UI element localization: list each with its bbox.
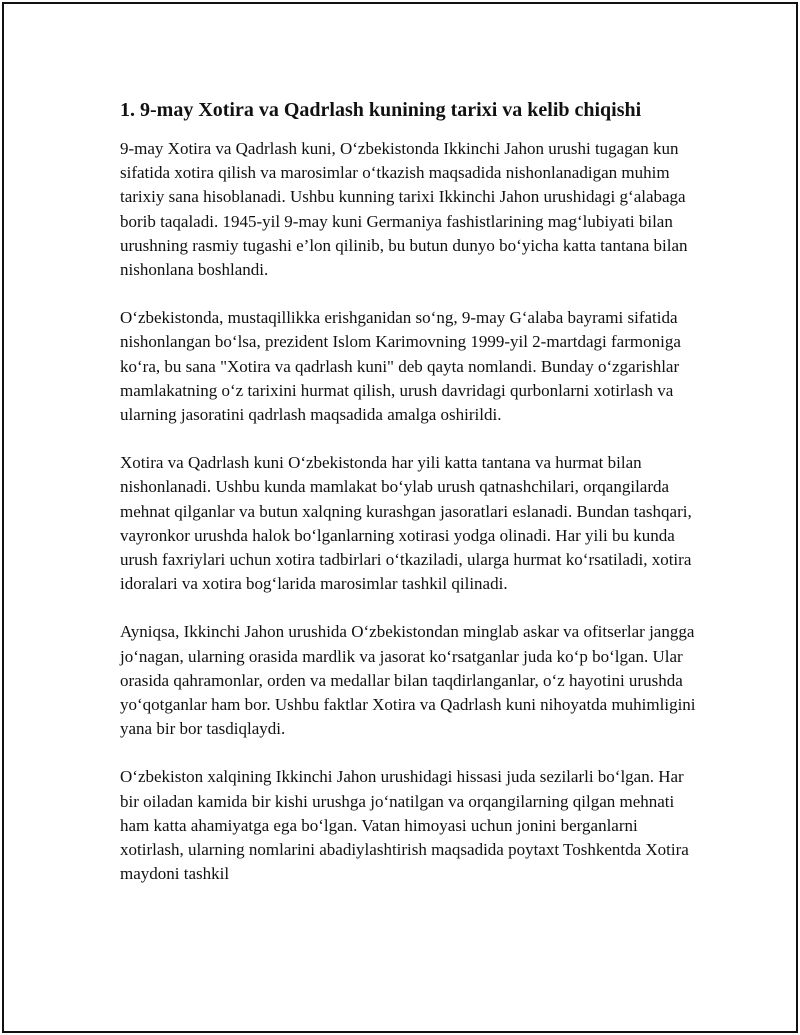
paragraph-4: Ayniqsa, Ikkinchi Jahon urushida O‘zbekistondan minglab askar va ofitserlar jangga jo‘nagan, ularning orasida mardlik va jasorat ko‘rsatganlar juda ko‘p bo‘lgan. Ular orasida qahramonlar, orden va medallar bilan taqdirlanganlar, o‘z hayotini urushda yo‘qotganlar ham bor. Ushbu faktlar Xotira va Qadrlash kuni nihoyatda muhimligini yana bir bor tasdiqlaydi. [120, 622, 696, 739]
section-heading: 1. 9-may Xotira va Qadrlash kunining tarixi va kelib chiqishi [120, 99, 642, 121]
paragraph-5: O‘zbekiston xalqining Ikkinchi Jahon urushidagi hissasi juda sezilarli bo‘lgan. Har bir oiladan kamida bir kishi urushga jo‘natilgan va orqangilarning qilgan mehnati ham katta ahamiyatga ega bo‘lgan. Vatan himoyasi uchun jonini berganlarni xotirlash, ularning nomlarini abadiylashtirish maqsadida poytaxt Toshkentda Xotira maydoni tashkil [120, 767, 689, 884]
paragraph-2: O‘zbekistonda, mustaqillikka erishganidan so‘ng, 9-may G‘alaba bayrami sifatida nishonlangan bo‘lsa, prezident Islom Karimovning 1999-yil 2-martdagi farmoniga ko‘ra, bu sana "Xotira va qadrlash kuni" deb qayta nomlandi. Bunday o‘zgarishlar mamlakatning o‘z tarixini hurmat qilish, urush davridagi qurbonlarni xotirlash va ularning jasoratini qadrlash maqsadida amalga oshirildi. [120, 308, 681, 425]
paragraph-3: Xotira va Qadrlash kuni O‘zbekistonda har yili katta tantana va hurmat bilan nishonlanadi. Ushbu kunda mamlakat bo‘ylab urush qatnashchilari, orqangilarda mehnat qilganlar va butun xalqning kurashgan jasoratlari eslanadi. Bundan tashqari, vayronkor urushda halok bo‘lganlarning xotirasi yodga olinadi. Har yili bu kunda urush faxriylari uchun xotira tadbirlari o‘tkaziladi, ularga hurmat ko‘rsatiladi, xotira idoralari va xotira bog‘larida marosimlar tashkil qilinadi. [120, 453, 692, 594]
page-frame [2, 2, 798, 1033]
paragraph-1: 9-may Xotira va Qadrlash kuni, O‘zbekistonda Ikkinchi Jahon urushi tugagan kun sifatida xotira qilish va marosimlar o‘tkazish maqsadida nishonlanadigan muhim tarixiy sana hisoblanadi. Ushbu kunning tarixi Ikkinchi Jahon urushidagi g‘alabaga borib taqaladi. 1945-yil 9-may kuni Germaniya fashistlarining mag‘lubiyati bilan urushning rasmiy tugashi e’lon qilinib, bu butun dunyo bo‘yicha katta tantana bilan nishonlana boshlandi. [120, 139, 688, 280]
document-body [120, 97, 700, 910]
